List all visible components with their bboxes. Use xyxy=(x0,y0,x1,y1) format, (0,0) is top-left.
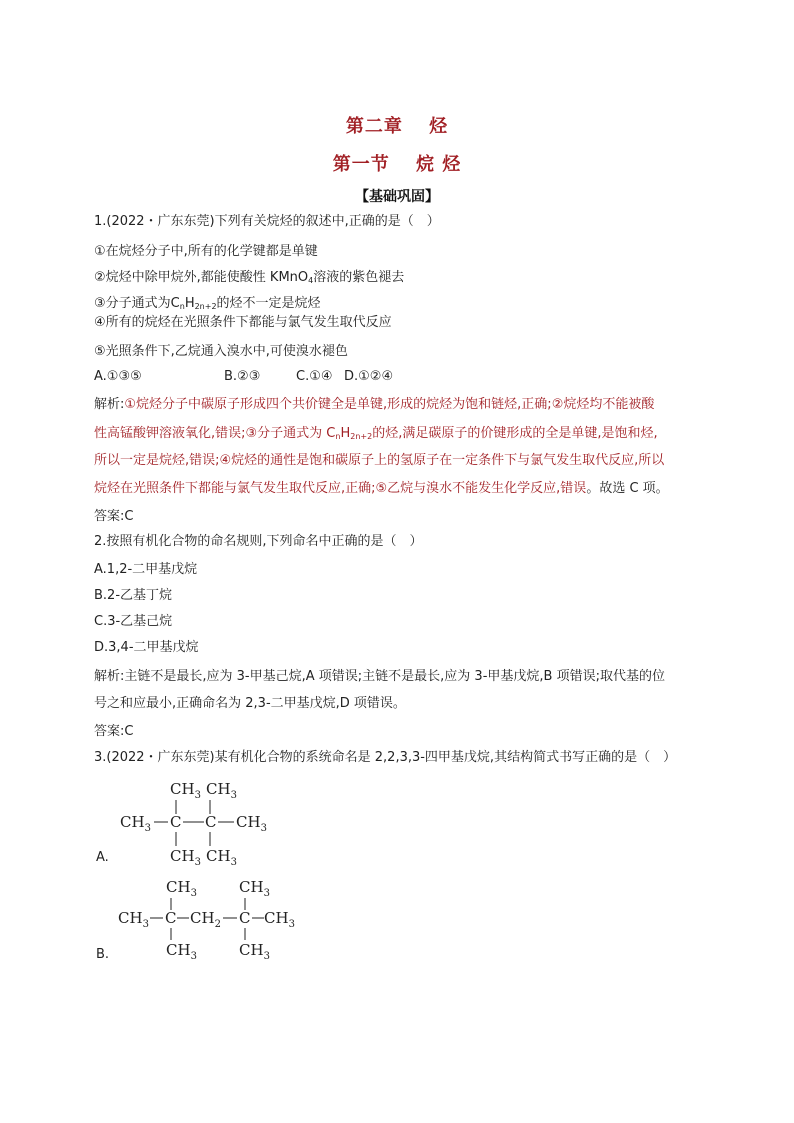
q1-analysis-line-1: 解析:①烷烃分子中碳原子形成四个共价键全是单键,形成的烷烃为饱和链烃,正确;②烷烃均不能被酸 xyxy=(94,397,655,412)
q2-stem: 2.按照有机化合物的命名规则,下列命名中正确的是（ ） xyxy=(94,534,423,549)
q1-option-b: B.②③ xyxy=(224,369,261,384)
q1-option-a: A.①③⑤ xyxy=(94,369,142,384)
q1-stem: 1.(2022・广东东莞)下列有关烷烃的叙述中,正确的是（ ） xyxy=(94,214,440,229)
q2-option-a: A.1,2-二甲基戊烷 xyxy=(94,562,198,577)
block-heading: 【基础巩固】 xyxy=(355,189,439,205)
struct-b-top-ch3-2: $CH_3$ xyxy=(239,878,270,899)
struct-a-ch3-left: $CH_3$ xyxy=(120,813,151,834)
struct-b-bottom-ch3-2: $CH_3$ xyxy=(239,941,270,962)
q2-analysis-line-1: 解析:主链不是最长,应为 3-甲基己烷,A 项错误;主链不是最长,应为 3-甲基戊烷,B 项错误;取代基的位 xyxy=(94,669,665,684)
q1-options xyxy=(94,367,724,387)
q2-analysis-line-2: 号之和应最小,正确命名为 2,3-二甲基戊烷,D 项错误。 xyxy=(94,696,406,711)
struct-b-top-ch3-1: $CH_3$ xyxy=(166,878,197,899)
struct-a-bottom-ch3-2: $CH_3$ xyxy=(206,847,237,866)
structure-b xyxy=(96,876,316,964)
q3-option-b-label: B. xyxy=(96,947,110,962)
q2-answer: 答案:C xyxy=(94,724,134,739)
q3-option-a-label: A. xyxy=(96,850,109,865)
q3-stem: 3.(2022・广东东莞)某有机化合物的系统命名是 2,2,3,3-四甲基戊烷,其结构简式书写正确的是（ ） xyxy=(94,750,677,765)
q1-statement-2: ②烷烃中除甲烷外,都能使酸性 KMnO$_4$溶液的紫色褪去 xyxy=(94,270,405,285)
section-title: 第一节 烷 烃 xyxy=(332,154,462,175)
struct-b-ch2: $CH_2$ xyxy=(190,909,221,930)
structure-a xyxy=(96,774,286,866)
q2-option-c: C.3-乙基己烷 xyxy=(94,614,173,629)
struct-a-top-ch3-2: $CH_3$ xyxy=(206,780,237,801)
q2-option-d: D.3,4-二甲基戊烷 xyxy=(94,640,199,655)
q1-option-d: D.①②④ xyxy=(344,369,394,384)
struct-b-c2: C xyxy=(239,909,251,927)
struct-b-ch3-left: $CH_3$ xyxy=(118,909,149,930)
q1-statement-5: ⑤光照条件下,乙烷通入溴水中,可使溴水褪色 xyxy=(94,344,348,359)
struct-b-c1: C xyxy=(165,909,177,927)
q1-analysis-line-4: 烷烃在光照条件下都能与氯气发生取代反应,正确;⑤乙烷与溴水不能发生化学反应,错误。故选 C 项。 xyxy=(94,481,669,496)
struct-b-bottom-ch3-1: $CH_3$ xyxy=(166,941,197,962)
q2-option-b: B.2-乙基丁烷 xyxy=(94,588,173,603)
q1-statement-3: ③分子通式为$C_nH_{2n+2}$的烃不一定是烷烃 xyxy=(94,296,321,311)
q1-statement-4: ④所有的烷烃在光照条件下都能与氯气发生取代反应 xyxy=(94,315,392,330)
struct-a-c1: C xyxy=(170,813,182,831)
q1-analysis-line-3: 所以一定是烷烃,错误;④烷烃的通性是饱和碳原子上的氢原子在一定条件下与氯气发生取代反应,所以 xyxy=(94,453,665,468)
chapter-title: 第二章 烃 xyxy=(345,116,449,137)
struct-a-bottom-ch3-1: $CH_3$ xyxy=(170,847,201,866)
q1-option-c: C.①④ xyxy=(296,369,333,384)
struct-b-ch3-right: $CH_3$ xyxy=(264,909,295,930)
struct-a-top-ch3-1: $CH_3$ xyxy=(170,780,201,801)
struct-a-ch3-right: $CH_3$ xyxy=(236,813,267,834)
q1-analysis-line-2: 性高锰酸钾溶液氧化,错误;③分子通式为 $C_nH_{2n+2}$的烃,满足碳原子的价键形成的全是单键,是饱和烃, xyxy=(94,426,658,441)
q1-statement-1: ①在烷烃分子中,所有的化学键都是单键 xyxy=(94,244,318,259)
struct-a-c2: C xyxy=(205,813,217,831)
q1-answer: 答案:C xyxy=(94,509,134,524)
